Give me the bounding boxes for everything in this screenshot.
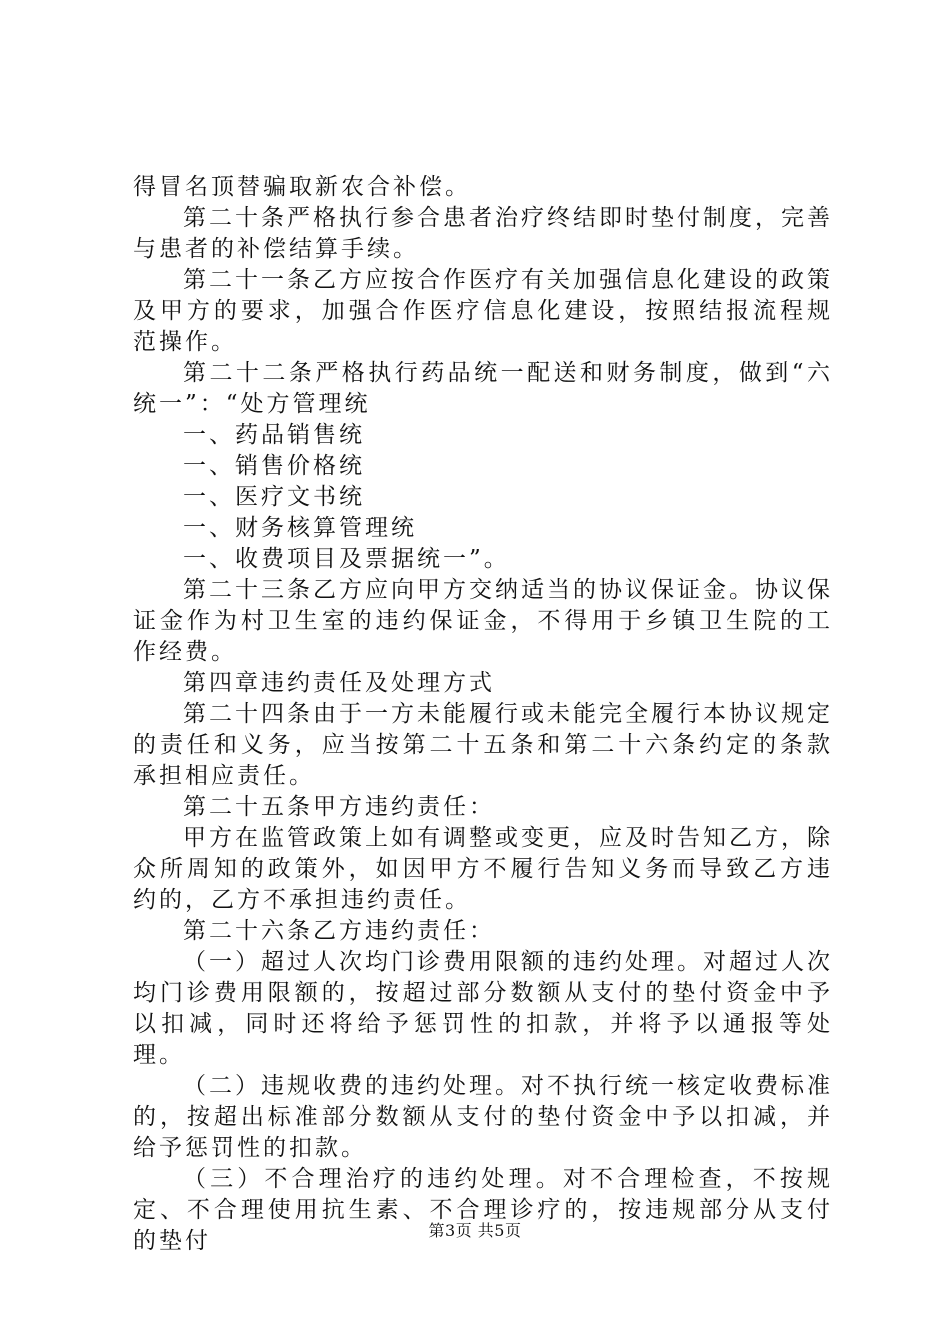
- paragraph: （三）不合理治疗的违约处理。对不合理检查，不按规定、不合理使用抗生素、不合理诊疗的，按违规部分从支付的垫付: [133, 1166, 833, 1254]
- paragraph: （一）超过人次均门诊费用限额的违约处理。对超过人次均门诊费用限额的，按超过部分数额从支付的垫付资金中予以扣减，同时还将给予惩罚性的扣款，并将予以通报等处理。: [133, 949, 833, 1068]
- paragraph: 第二十二条严格执行药品统一配送和财务制度，做到“六统一”：“处方管理统: [133, 360, 833, 417]
- paragraph: 一、收费项目及票据统一”。: [183, 546, 510, 572]
- paragraph: 第二十四条由于一方未能履行或未能完全履行本协议规定的责任和义务，应当按第二十五条和第二十六条约定的条款承担相应责任。: [133, 701, 833, 789]
- paragraph: 一、药品销售统: [183, 422, 365, 448]
- chapter-heading: 第四章违约责任及处理方式: [183, 670, 495, 696]
- paragraph: 得冒名顶替骗取新农合补偿。: [133, 174, 471, 200]
- paragraph: （二）违规收费的违约处理。对不执行统一核定收费标准的，按超出标准部分数额从支付的垫付资金中予以扣减，并给予惩罚性的扣款。: [133, 1073, 833, 1161]
- document-body: [133, 172, 833, 1257]
- paragraph: 一、财务核算管理统: [183, 515, 417, 541]
- paragraph: 第二十一条乙方应按合作医疗有关加强信息化建设的政策及甲方的要求，加强合作医疗信息化建设，按照结报流程规范操作。: [133, 267, 833, 355]
- paragraph: 甲方在监管政策上如有调整或变更，应及时告知乙方，除众所周知的政策外，如因甲方不履行告知义务而导致乙方违约的，乙方不承担违约责任。: [133, 825, 833, 913]
- page-number: 第3页 共5页: [428, 1221, 522, 1240]
- page-footer: [0, 1218, 950, 1241]
- paragraph: 一、医疗文书统: [183, 484, 365, 510]
- paragraph: 一、销售价格统: [183, 453, 365, 479]
- paragraph: 第二十三条乙方应向甲方交纳适当的协议保证金。协议保证金作为村卫生室的违约保证金，不得用于乡镇卫生院的工作经费。: [133, 577, 833, 665]
- paragraph: 第二十六条乙方违约责任：: [183, 918, 495, 944]
- paragraph: 第二十五条甲方违约责任：: [183, 794, 495, 820]
- paragraph: 第二十条严格执行参合患者治疗终结即时垫付制度，完善与患者的补偿结算手续。: [133, 205, 833, 262]
